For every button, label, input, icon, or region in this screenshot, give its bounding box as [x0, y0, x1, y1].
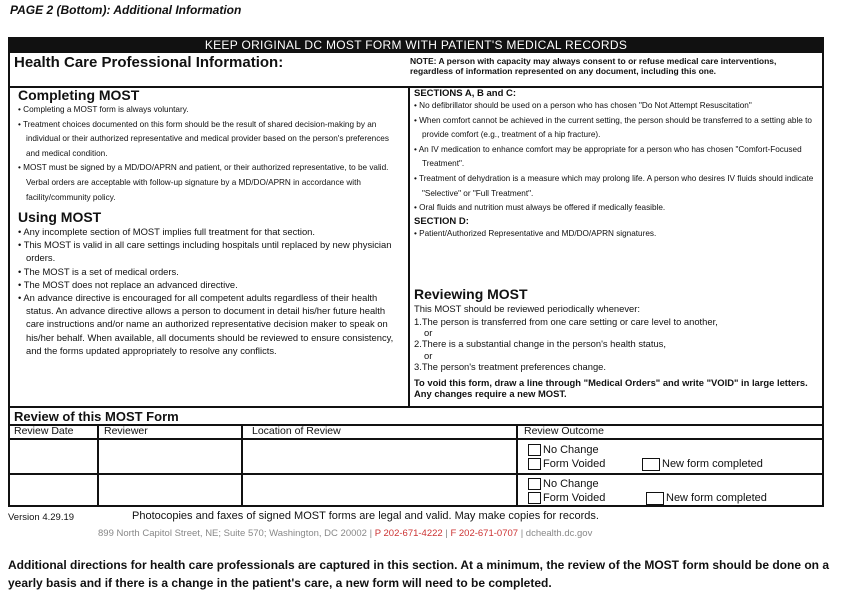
column-divider [408, 86, 410, 406]
divider [8, 406, 824, 408]
list-item: • Treatment of dehydration is a measure which may prolong life. A person who desires IV fluids should indicate "Selective" or "Full Treatment". [414, 172, 814, 201]
review-table-title: Review of this MOST Form [14, 409, 179, 424]
list-item: • Oral fluids and nutrition must always be offered if medically feasible. [414, 201, 814, 216]
using-heading: Using MOST [18, 209, 102, 225]
list-item: • Completing a MOST form is always voluntary. [18, 103, 404, 118]
section-d-heading: SECTION D: [414, 215, 469, 227]
hcp-title: Health Care Professional Information: [14, 54, 284, 71]
new-form-checkbox[interactable] [642, 458, 660, 471]
form-voided-label: Form Voided [543, 492, 606, 504]
list-item: or [424, 327, 433, 339]
phone: P 202-671-4222 [374, 528, 443, 539]
photocopy-note: Photocopies and faxes of signed MOST forms are legal and valid. May make copies for records. [132, 510, 599, 522]
fax: F 202-671-0707 [450, 528, 519, 539]
website-link[interactable]: dchealth.dc.gov [525, 528, 593, 539]
list-item: • Any incomplete section of MOST implies full treatment for that section. [18, 225, 404, 238]
header-outcome: Review Outcome [524, 425, 604, 437]
column-divider [516, 424, 518, 506]
list-item: 1.The person is transferred from one care setting or care level to another, [414, 316, 718, 328]
no-change-label: No Change [543, 478, 599, 490]
outcome-row-1 [528, 443, 605, 471]
header-review-date: Review Date [14, 425, 74, 437]
new-form-label: New form completed [666, 492, 767, 504]
void-note: To void this form, draw a line through "Medical Orders" and write "VOID" in large letters. Any changes require a new MOST. [414, 376, 808, 399]
list-item: or [424, 349, 433, 361]
address: 899 North Capitol Street, NE; Suite 570; Washington, DC 20002 [98, 528, 367, 539]
divider [8, 473, 824, 475]
capacity-note: NOTE: A person with capacity may always consent to or refuse medical care interventions, regardless of information represented on any document, including this one. [410, 56, 777, 76]
list-item: • This MOST is valid in all care settings including hospitals until replaced by new physician orders. [18, 238, 404, 264]
outcome-row-2 [528, 477, 605, 505]
completing-heading: Completing MOST [18, 87, 140, 103]
using-section [18, 209, 404, 357]
reviewing-section [414, 286, 814, 399]
new-form-label: New form completed [662, 458, 763, 470]
reviewing-intro: This MOST should be reviewed periodically whenever: [414, 303, 640, 314]
footer-text: Additional directions for health care professionals are captured in this section. At a minimum, the review of the MOST form should be done on a yearly basis and if there is a change in the patient's care, a new form will need to be completed. [8, 558, 830, 590]
list-item: • Treatment choices documented on this form should be the result of shared decision-making by an individual or their authorized representative and medical provider based on the person's preferences and medical condition. [18, 118, 404, 162]
list-item: 3.The person's treatment preferences change. [414, 360, 607, 372]
no-change-checkbox[interactable] [528, 478, 541, 490]
no-change-label: No Change [543, 444, 599, 456]
form-voided-checkbox[interactable] [528, 492, 541, 504]
completing-section [18, 87, 404, 205]
column-divider [241, 424, 243, 506]
header-reviewer: Reviewer [104, 425, 148, 437]
form-banner: KEEP ORIGINAL DC MOST FORM WITH PATIENT'S MEDICAL RECORDS [8, 37, 824, 53]
form-voided-label: Form Voided [543, 458, 606, 470]
list-item: • When comfort cannot be achieved in the current setting, the person should be transferred to a setting able to provide comfort (e.g., treatment of a hip fracture). [414, 114, 814, 143]
header-location: Location of Review [252, 425, 341, 437]
page-label: PAGE 2 (Bottom): Additional Information [10, 3, 242, 17]
column-divider [97, 424, 99, 506]
list-item: • An advance directive is encouraged for all competent adults regardless of their health status. An advance directive allows a person to document in detail his/her future health care instructions and/or name an authorized representative decision maker to speak on his/her behalf. When available, all documents should be reviewed to ensure consistency, and the forms updated appropriately to resolve any conflicts. [18, 291, 404, 357]
sections-abc [414, 88, 814, 241]
list-item: • Patient/Authorized Representative and MD/DO/APRN signatures. [414, 227, 814, 242]
version-label: Version 4.29.19 [8, 512, 75, 523]
new-form-checkbox[interactable] [646, 492, 664, 505]
divider [8, 438, 824, 440]
form-voided-checkbox[interactable] [528, 458, 541, 470]
new-form-row-1 [642, 457, 763, 471]
address-line: 899 North Capitol Street, NE; Suite 570; Washington, DC 20002 | P 202-671-4222 | F 202-671-0707 | dchealth.dc.gov [98, 528, 593, 539]
no-change-checkbox[interactable] [528, 444, 541, 456]
list-item: • MOST must be signed by a MD/DO/APRN and patient, or their authorized representative, to be valid. Verbal orders are acceptable with follow-up signature by a MD/DO/APRN in accordance with facility/community policy. [18, 161, 404, 205]
sections-abc-heading: SECTIONS A, B and C: [414, 88, 517, 99]
reviewing-heading: Reviewing MOST [414, 286, 528, 302]
list-item: • An IV medication to enhance comfort may be appropriate for a person who has chosen "Comfort-Focused Treatment". [414, 143, 814, 172]
list-item: • The MOST does not replace an advanced directive. [18, 278, 404, 291]
new-form-row-2 [646, 491, 767, 505]
list-item: 2.There is a substantial change in the person's health status, [414, 338, 666, 350]
list-item: • The MOST is a set of medical orders. [18, 265, 404, 278]
list-item: • No defibrillator should be used on a person who has chosen "Do Not Attempt Resuscitation" [414, 99, 814, 114]
